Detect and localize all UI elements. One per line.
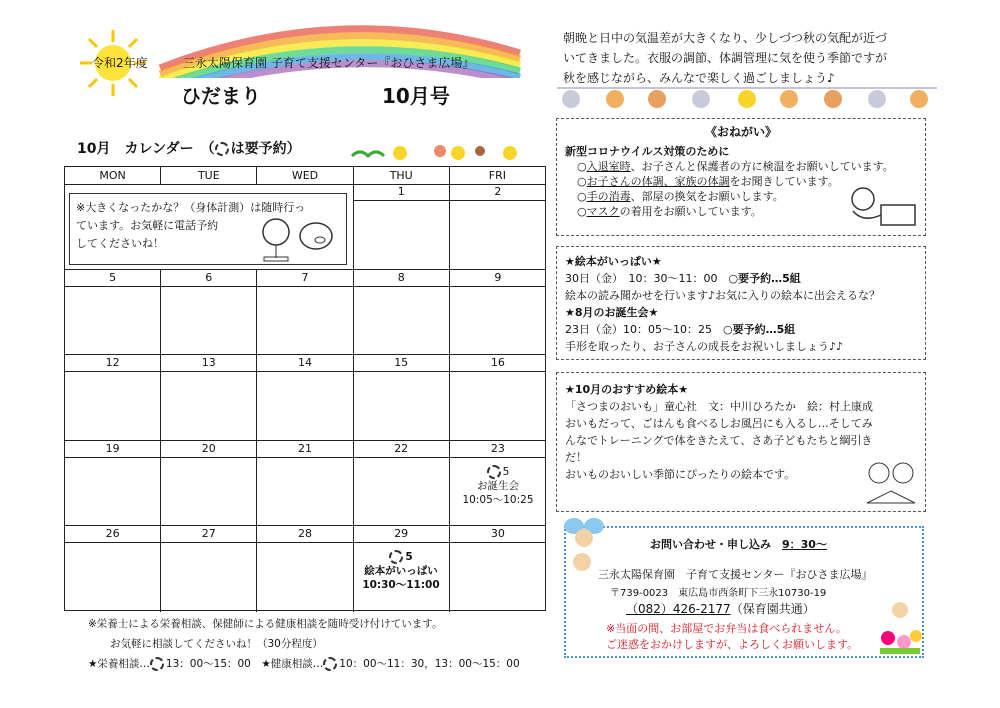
scale-pig-illustration	[258, 214, 342, 262]
animal-garland-illustration	[557, 84, 937, 110]
consultation-notes	[88, 614, 520, 674]
onegai-item: ○マスクの着用をお願いしています。	[577, 205, 762, 218]
day-number: 27	[161, 526, 256, 543]
note-line: ています。お気軽に電話予約	[76, 219, 219, 232]
contact-tel: （082）426-2177（保育園共通）	[626, 602, 815, 616]
day-number: 14	[257, 355, 352, 372]
day-number: 5	[65, 270, 160, 287]
calendar-title-suffix: は要予約）	[230, 141, 301, 157]
calendar-day-cell	[161, 441, 257, 527]
calendar-day-cell	[450, 526, 546, 612]
calendar-title	[77, 138, 301, 158]
day-number: 20	[161, 441, 256, 458]
weekday-wed: WED	[257, 167, 353, 184]
calendar-day-cell	[65, 270, 161, 356]
day-number: 13	[161, 355, 256, 372]
calendar-day-cell	[450, 355, 546, 441]
nutrition-label: ★栄養相談…	[88, 658, 150, 670]
contact-address: 〒739-0023 東広島市西条町下三永10730-19	[610, 588, 827, 599]
ehon-heading: ★絵本がいっぱい★	[565, 255, 662, 268]
calendar-grid	[64, 166, 546, 611]
birthday-schedule: 23日（金）10：05～10：25 ○要予約…5組	[565, 323, 796, 336]
day-number: 21	[257, 441, 352, 458]
calendar-day-cell	[354, 270, 450, 356]
weekday-tue: TUE	[161, 167, 257, 184]
day-number: 19	[65, 441, 160, 458]
birthday-capacity: 5	[502, 466, 510, 478]
reading-children-illustration	[861, 459, 921, 507]
note-line: してくださいね！	[76, 237, 164, 250]
weekday-header	[65, 167, 545, 185]
flower-fairy-illustration	[874, 598, 926, 658]
day-number: 9	[450, 270, 546, 287]
era-label: 令和2年度	[92, 56, 148, 70]
day-number: 7	[257, 270, 352, 287]
onegai-item: ○お子さんの体調、家族の体調をお聞きしています。	[577, 175, 839, 188]
calendar-day-cell	[161, 526, 257, 612]
day-number: 29	[354, 526, 449, 543]
reservation-gear-icon	[389, 550, 403, 564]
calendar-day-cell	[65, 526, 161, 612]
day-number: 30	[450, 526, 546, 543]
reservation-gear-icon	[323, 657, 337, 671]
day-number: 28	[257, 526, 352, 543]
handwashing-child-illustration	[833, 185, 919, 229]
birthday-description: 手形を取ったり、お子さんの成長をお祝いしましょう♪♪	[565, 340, 844, 353]
health-label: 13：00～15：00 ★健康相談…	[165, 658, 324, 670]
reservation-gear-icon	[215, 142, 229, 156]
ehon-schedule: 30日（金） 10：30～11：00 ○要予約…5組	[565, 272, 801, 285]
reservation-gear-icon	[487, 465, 501, 479]
onegai-item: ○手の消毒、部屋の換気をお願いします。	[577, 190, 784, 203]
birthday-event	[450, 465, 546, 507]
book-title: 「さつまのおいも」童心社 文：中川ひろたか 絵：村上康成	[565, 400, 873, 413]
book-line: んなでトレーニングで体をきたえて、さあ子どもたちと綱引き	[565, 434, 873, 447]
day-number: 26	[65, 526, 160, 543]
intro-line: 秋を感じながら、みんなで楽しく過ごしましょう♪	[563, 71, 835, 85]
birthday-time: 10:05～10:25	[462, 494, 534, 506]
book-line: だ！	[565, 451, 587, 464]
lunch-warning: ※当面の間、お部屋でお弁当は食べられません。	[606, 622, 847, 635]
calendar-day-cell	[450, 270, 546, 356]
calendar-day-cell	[257, 441, 353, 527]
day-number: 23	[450, 441, 546, 458]
calendar-day-cell	[354, 441, 450, 527]
day-number: 22	[354, 441, 449, 458]
day-number: 2	[450, 184, 546, 201]
calendar-day-cell	[65, 355, 161, 441]
intro-line: 朝晩と日中の気温差が大きくなり、少しづつ秋の気配が近づ	[563, 31, 888, 45]
intro-text	[563, 28, 993, 88]
calendar-day-cell	[257, 526, 353, 612]
fairy-children-illustration	[560, 516, 608, 576]
issue-label: 10月号	[382, 84, 450, 108]
note-line: ※大きくなったかな？（身体計測）は随時行っ	[76, 201, 306, 214]
calendar-day-cell	[161, 355, 257, 441]
reservation-gear-icon	[150, 657, 164, 671]
ehon-time: 10:30～11:00	[362, 579, 440, 591]
contact-box	[564, 526, 924, 658]
onegai-subtitle: 新型コロナウイルス対策のために	[565, 145, 730, 158]
book-box	[556, 372, 926, 512]
onegai-title: 《おねがい》	[704, 125, 777, 139]
calendar-day-cell	[161, 270, 257, 356]
newsletter-title: ひだまり	[181, 84, 261, 108]
calendar-day-cell	[257, 270, 353, 356]
day-number: 6	[161, 270, 256, 287]
consultation-line: ※栄養士による栄養相談、保健師による健康相談を随時受け付けています。	[88, 618, 443, 630]
calendar-title-text: 10月 カレンダー （	[77, 141, 215, 157]
calendar-day-cell	[354, 355, 450, 441]
onegai-box	[556, 118, 926, 236]
ehon-title: 絵本がいっぱい	[364, 565, 438, 577]
measurement-note	[69, 193, 347, 265]
calendar-day-cell	[65, 441, 161, 527]
day-number: 16	[450, 355, 546, 372]
onegai-item: ○入退室時、お子さんと保護者の方に検温をお願いしています。	[577, 160, 894, 173]
day-number: 15	[354, 355, 449, 372]
book-heading: ★10月のおすすめ絵本★	[565, 383, 689, 396]
health-time: 10：00～11：30，13：00～15：00	[339, 658, 520, 670]
lunch-apology: ご迷惑をおかけしますが、よろしくお願いします。	[606, 638, 859, 651]
consultation-line: お気軽に相談してくださいね！（30分程度）	[110, 638, 323, 650]
ehon-description: 絵本の読み聞かせを行います♪お気に入りの絵本に出会えるな？	[565, 289, 881, 302]
contact-org: 三永太陽保育園 子育て支援センター『おひさま広場』	[598, 568, 873, 581]
intro-line: いてきました。衣服の調節、体調管理に気を使う季節ですが	[563, 51, 888, 65]
weekday-mon: MON	[65, 167, 161, 184]
book-line: おいもだって、ごはんも食べるしお風呂にも入るし…そしてみ	[565, 417, 873, 430]
calendar-day-cell	[257, 355, 353, 441]
events-box	[556, 246, 926, 360]
calendar-day-cell	[450, 184, 546, 270]
contact-heading: お問い合わせ・申し込み 9：30～	[650, 538, 827, 551]
day-number: 12	[65, 355, 160, 372]
chick-parade-illustration	[350, 140, 525, 162]
calendar-day-cell	[354, 184, 450, 270]
birthday-title: お誕生会	[477, 480, 519, 492]
ehon-event	[353, 550, 449, 592]
weekday-thu: THU	[354, 167, 450, 184]
book-line: おいものおいしい季節にぴったりの絵本です。	[565, 468, 796, 481]
weekday-fri: FRI	[488, 169, 507, 182]
ehon-capacity: 5	[405, 551, 413, 563]
day-number: 1	[354, 184, 449, 201]
day-number: 8	[354, 270, 449, 287]
org-label: 三永太陽保育園 子育て支援センター『おひさま広場』	[183, 56, 475, 70]
birthday-heading: ★8月のお誕生会★	[565, 306, 659, 319]
